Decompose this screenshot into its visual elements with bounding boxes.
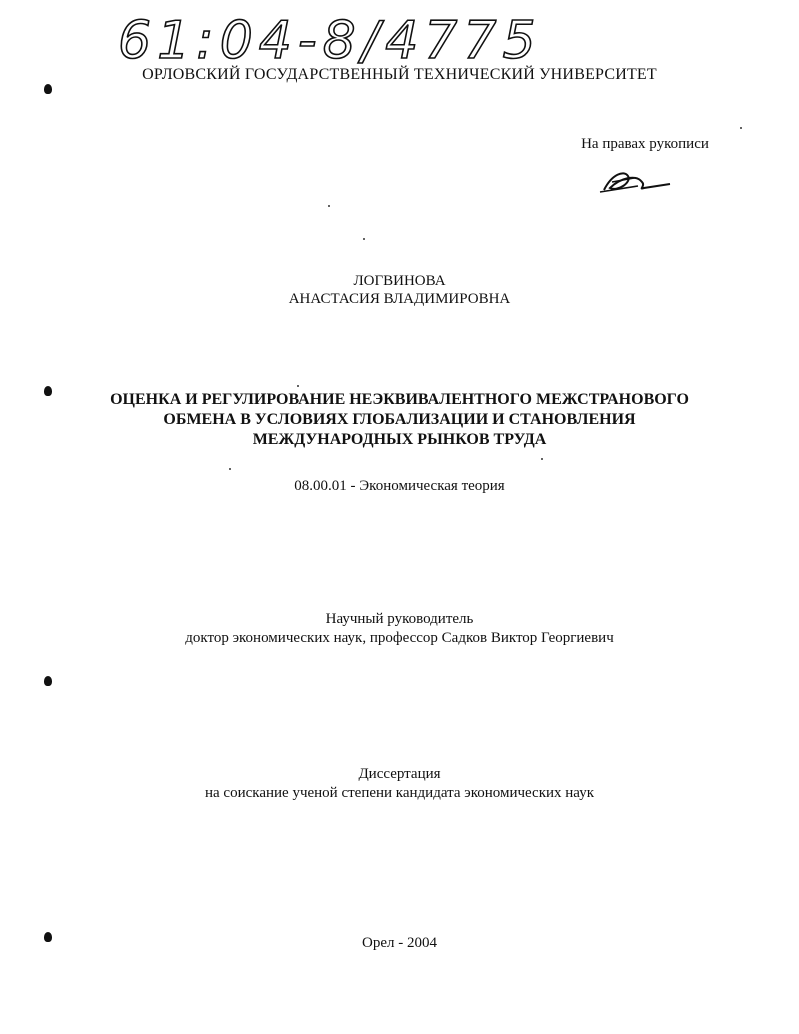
scan-mark xyxy=(44,84,52,94)
rights-note: На правах рукописи xyxy=(581,136,709,152)
scan-speck xyxy=(328,205,330,207)
specialty-code: 08.00.01 - Экономическая теория xyxy=(294,478,505,494)
author-surname: ЛОГВИНОВА xyxy=(353,273,446,289)
handwritten-code-drawing xyxy=(118,8,548,68)
university-name: ОРЛОВСКИЙ ГОСУДАРСТВЕННЫЙ ТЕХНИЧЕСКИЙ УНИВЕРСИТЕТ xyxy=(142,66,657,83)
handwritten-signature xyxy=(598,164,678,198)
dissertation-title xyxy=(0,390,799,450)
scan-speck xyxy=(541,458,543,460)
supervisor-role: Научный руководитель xyxy=(325,611,474,627)
scan-mark xyxy=(44,932,52,942)
scan-speck xyxy=(297,385,299,387)
scan-mark xyxy=(44,676,52,686)
supervisor-details: доктор экономических наук, профессор Садков Виктор Георгиевич xyxy=(185,630,614,646)
handwritten-archive-code xyxy=(118,8,548,68)
archive-code-text: 61:04-8/4775 xyxy=(118,11,542,68)
supervisor-block xyxy=(0,610,799,648)
thesis-purpose: на соискание ученой степени кандидата экономических наук xyxy=(204,785,594,801)
scan-speck xyxy=(740,127,742,129)
scan-speck xyxy=(363,238,365,240)
title-line: МЕЖДУНАРОДНЫХ РЫНКОВ ТРУДА xyxy=(252,431,547,448)
thesis-type: Диссертация xyxy=(358,766,441,782)
scan-speck xyxy=(229,468,231,470)
thesis-block xyxy=(0,765,799,803)
city-year: Орел - 2004 xyxy=(362,935,437,951)
author-given-names: АНАСТАСИЯ ВЛАДИМИРОВНА xyxy=(288,291,511,307)
title-line: ОБМЕНА В УСЛОВИЯХ ГЛОБАЛИЗАЦИИ И СТАНОВЛЕНИЯ xyxy=(163,411,636,428)
title-line: ОЦЕНКА И РЕГУЛИРОВАНИЕ НЕЭКВИВАЛЕНТНОГО МЕЖСТРАНОВОГО xyxy=(110,391,689,408)
scan-mark xyxy=(44,386,52,396)
